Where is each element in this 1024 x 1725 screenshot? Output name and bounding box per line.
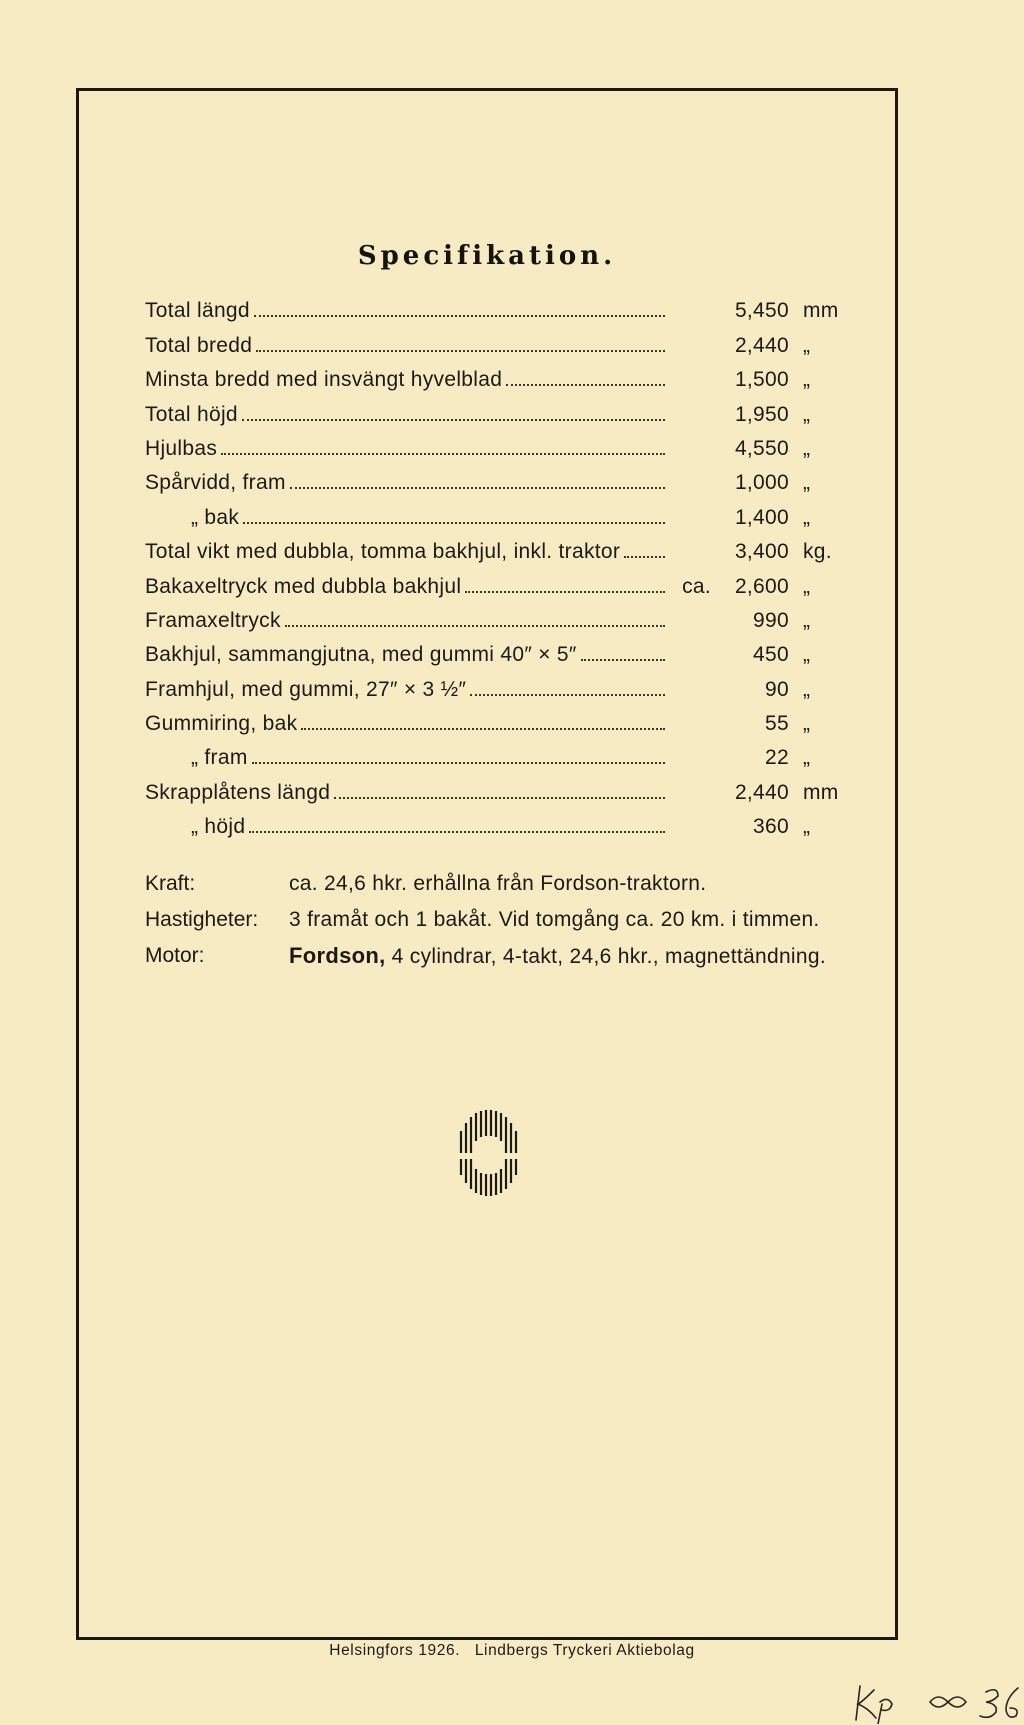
dot-leader	[243, 522, 665, 524]
spec-row	[145, 495, 845, 529]
spec-label: Gummiring, bak	[145, 712, 301, 736]
spec-unit: „	[803, 574, 811, 598]
spec-value: 3,400	[734, 540, 789, 564]
document-title: Specifikation.	[357, 241, 617, 271]
motor-description: 4 cylindrar, 4-takt, 24,6 hkr., magnettändning.	[385, 945, 826, 968]
spec-value: 1,950	[734, 402, 789, 426]
spec-row	[145, 323, 845, 357]
spec-row	[145, 392, 845, 426]
spec-label: „ fram	[145, 746, 252, 770]
spec-unit: „	[803, 368, 811, 392]
spec-unit: „	[803, 746, 811, 770]
dot-leader	[624, 556, 665, 558]
spec-unit: „	[803, 505, 811, 529]
dot-leader	[256, 350, 665, 352]
spec-unit: „	[803, 677, 811, 701]
spec-label: „ bak	[145, 506, 243, 530]
motor-row	[145, 941, 845, 971]
spec-row	[145, 702, 845, 736]
spec-value: 360	[753, 815, 789, 839]
spec-row	[145, 805, 845, 839]
spec-value: 55	[765, 712, 789, 736]
hastigheter-row	[145, 905, 845, 934]
motor-label: Motor:	[145, 944, 205, 967]
spec-label: Bakaxeltryck med dubbla bakhjul	[145, 575, 465, 599]
dot-leader	[254, 315, 665, 317]
spec-row	[145, 289, 845, 323]
spec-value: 1,400	[734, 505, 789, 529]
dot-leader	[290, 487, 665, 489]
spec-unit: mm	[803, 299, 839, 323]
spec-unit: „	[803, 471, 811, 495]
spec-label: Spårvidd, fram	[145, 471, 290, 495]
kraft-text: ca. 24,6 hkr. erhållna från Fordson-traktorn.	[289, 872, 707, 895]
spec-unit: „	[803, 608, 811, 632]
spec-row	[145, 564, 845, 598]
hastigheter-text: 3 framåt och 1 bakåt. Vid tomgång ca. 20 km. i timmen.	[289, 908, 820, 931]
dot-leader	[252, 762, 665, 764]
spec-value: 22	[765, 746, 789, 770]
dot-leader	[221, 453, 665, 455]
spec-row	[145, 633, 845, 667]
details-section	[145, 869, 845, 978]
spec-value: 2,600	[734, 574, 789, 598]
spec-value: 2,440	[734, 780, 789, 804]
spec-unit: „	[803, 333, 811, 357]
spec-value: 90	[765, 677, 789, 701]
printer-footer: Helsingfors 1926. Lindbergs Tryckeri Aktiebolag	[329, 1642, 695, 1659]
spec-row	[145, 427, 845, 461]
kraft-row	[145, 869, 845, 898]
spec-value: 990	[753, 608, 789, 632]
spec-value: 450	[753, 643, 789, 667]
dot-leader	[249, 831, 665, 833]
spec-unit: „	[803, 643, 811, 667]
dot-leader	[465, 591, 665, 593]
spec-label: Framaxeltryck	[145, 609, 285, 633]
dot-leader	[506, 384, 665, 386]
motor-text	[289, 941, 845, 971]
spec-unit: „	[803, 436, 811, 460]
archive-handwritten-mark	[852, 1680, 1022, 1724]
spec-label: Skrapplåtens längd	[145, 781, 334, 805]
spec-label: „ höjd	[145, 815, 249, 839]
spec-value: 1,000	[734, 471, 789, 495]
spec-row	[145, 667, 845, 701]
spec-label: Total bredd	[145, 334, 256, 358]
spec-unit: mm	[803, 780, 839, 804]
spec-value: 1,500	[734, 368, 789, 392]
spec-unit: „	[803, 712, 811, 736]
dot-leader	[470, 694, 665, 696]
spec-row	[145, 530, 845, 564]
spec-row	[145, 770, 845, 804]
spec-label: Bakhjul, sammangjutna, med gummi 40″ × 5″	[145, 643, 581, 667]
printer-logo-icon	[455, 1101, 525, 1201]
spec-unit: „	[803, 815, 811, 839]
page-border-frame	[76, 88, 898, 1640]
spec-row	[145, 736, 845, 770]
spec-row	[145, 599, 845, 633]
spec-label: Minsta bredd med insvängt hyvelblad	[145, 368, 506, 392]
hastigheter-label: Hastigheter:	[145, 908, 259, 931]
spec-value: 5,450	[734, 299, 789, 323]
motor-brand: Fordson,	[289, 943, 386, 968]
spec-label: Total vikt med dubbla, tomma bakhjul, inkl. traktor	[145, 540, 624, 564]
dot-leader	[285, 625, 665, 627]
spec-label: Hjulbas	[145, 437, 221, 461]
spec-unit: kg.	[803, 540, 832, 564]
spec-unit: „	[803, 402, 811, 426]
spec-label: Total höjd	[145, 403, 242, 427]
spec-row	[145, 461, 845, 495]
spec-prefix: ca.	[682, 574, 711, 598]
dot-leader	[334, 797, 665, 799]
kraft-label: Kraft:	[145, 872, 196, 895]
specification-table	[145, 289, 845, 839]
spec-row	[145, 358, 845, 392]
spec-value: 2,440	[734, 333, 789, 357]
spec-value: 4,550	[734, 436, 789, 460]
spec-label: Total längd	[145, 299, 254, 323]
dot-leader	[301, 728, 665, 730]
dot-leader	[242, 419, 665, 421]
dot-leader	[581, 659, 665, 661]
spec-label: Framhjul, med gummi, 27″ × 3 ½″	[145, 678, 470, 702]
